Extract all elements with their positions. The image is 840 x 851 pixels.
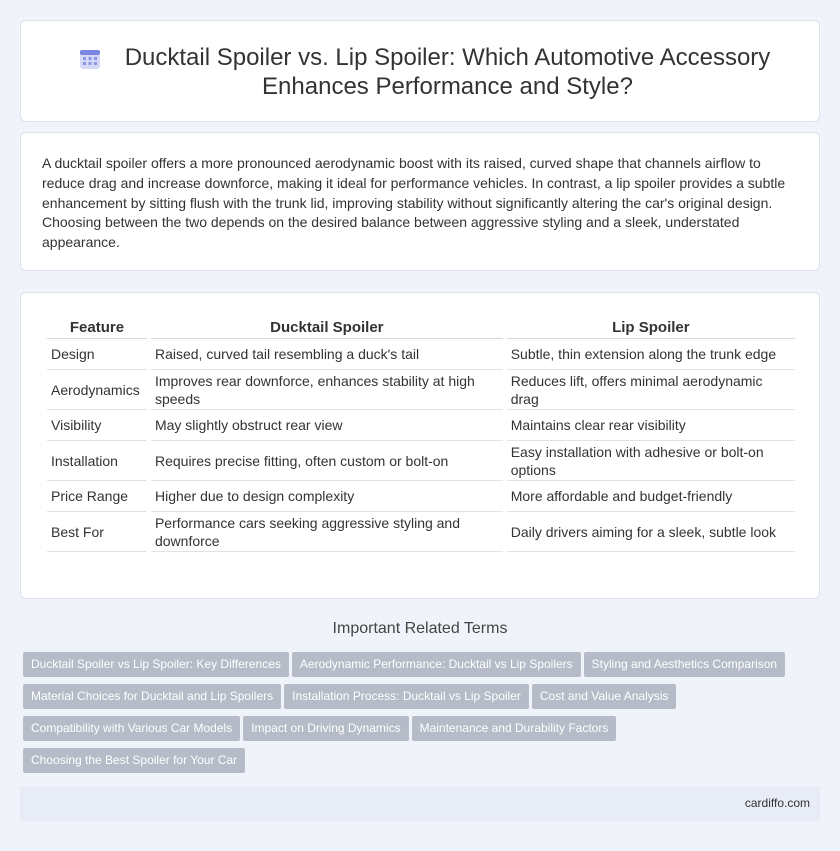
related-tag[interactable]: Ducktail Spoiler vs Lip Spoiler: Key Differences — [23, 652, 289, 677]
table-row — [47, 481, 795, 512]
calendar-icon — [79, 48, 101, 70]
header-feature: Feature — [47, 311, 147, 339]
row-feature: Best For — [47, 512, 147, 552]
table-header-row — [47, 311, 795, 339]
related-tag[interactable]: Maintenance and Durability Factors — [412, 716, 617, 741]
table-row — [47, 339, 795, 370]
footer-site-link[interactable]: cardiffo.com — [744, 796, 810, 810]
row-lip: Daily drivers aiming for a sleek, subtle look — [507, 512, 795, 552]
table-row — [47, 410, 795, 441]
row-ducktail: Performance cars seeking aggressive styling and downforce — [151, 512, 503, 552]
related-tag[interactable]: Installation Process: Ducktail vs Lip Spoiler — [284, 684, 529, 709]
row-feature: Design — [47, 339, 147, 370]
row-ducktail: Higher due to design complexity — [151, 481, 503, 512]
row-feature: Price Range — [47, 481, 147, 512]
row-lip: Easy installation with adhesive or bolt-on options — [507, 441, 795, 481]
row-ducktail: May slightly obstruct rear view — [151, 410, 503, 441]
title-card — [20, 20, 820, 122]
related-terms-tags — [23, 652, 803, 780]
related-tag[interactable]: Compatibility with Various Car Models — [23, 716, 240, 741]
summary-card — [20, 132, 820, 271]
page-title: Ducktail Spoiler vs. Lip Spoiler: Which Automotive Accessory Enhances Performance and Style? — [124, 44, 771, 100]
header-lip: Lip Spoiler — [507, 311, 795, 339]
row-ducktail: Improves rear downforce, enhances stability at high speeds — [151, 370, 503, 410]
header-ducktail: Ducktail Spoiler — [151, 311, 503, 339]
related-tag[interactable]: Styling and Aesthetics Comparison — [584, 652, 785, 677]
row-lip: More affordable and budget-friendly — [507, 481, 795, 512]
footer — [20, 786, 820, 821]
related-tag[interactable]: Cost and Value Analysis — [532, 684, 677, 709]
row-ducktail: Requires precise fitting, often custom or bolt-on — [151, 441, 503, 481]
row-lip: Reduces lift, offers minimal aerodynamic drag — [507, 370, 795, 410]
table-row — [47, 370, 795, 410]
summary-text: A ducktail spoiler offers a more pronounced aerodynamic boost with its raised, curved shape that channels airflow to reduce drag and increase downforce, making it ideal for performance vehicles. In contrast, a lip spoiler provides a subtle enhancement by sitting flush with the trunk lid, improving stability without significantly altering the car's original design. Choosing between the two depends on the desired balance between aggressive styling and a sleek, understated appearance. — [42, 155, 786, 251]
row-feature: Installation — [47, 441, 147, 481]
related-tag[interactable]: Material Choices for Ducktail and Lip Spoilers — [23, 684, 281, 709]
related-terms-title: Important Related Terms — [332, 620, 508, 637]
related-tag[interactable]: Impact on Driving Dynamics — [243, 716, 408, 741]
table-row — [47, 441, 795, 481]
related-tag[interactable]: Choosing the Best Spoiler for Your Car — [23, 748, 245, 773]
comparison-table — [43, 311, 799, 552]
comparison-table-card — [20, 292, 820, 599]
row-lip: Subtle, thin extension along the trunk edge — [507, 339, 795, 370]
related-tag[interactable]: Aerodynamic Performance: Ducktail vs Lip Spoilers — [292, 652, 581, 677]
row-lip: Maintains clear rear visibility — [507, 410, 795, 441]
table-row — [47, 512, 795, 552]
row-ducktail: Raised, curved tail resembling a duck's tail — [151, 339, 503, 370]
row-feature: Visibility — [47, 410, 147, 441]
row-feature: Aerodynamics — [47, 370, 147, 410]
